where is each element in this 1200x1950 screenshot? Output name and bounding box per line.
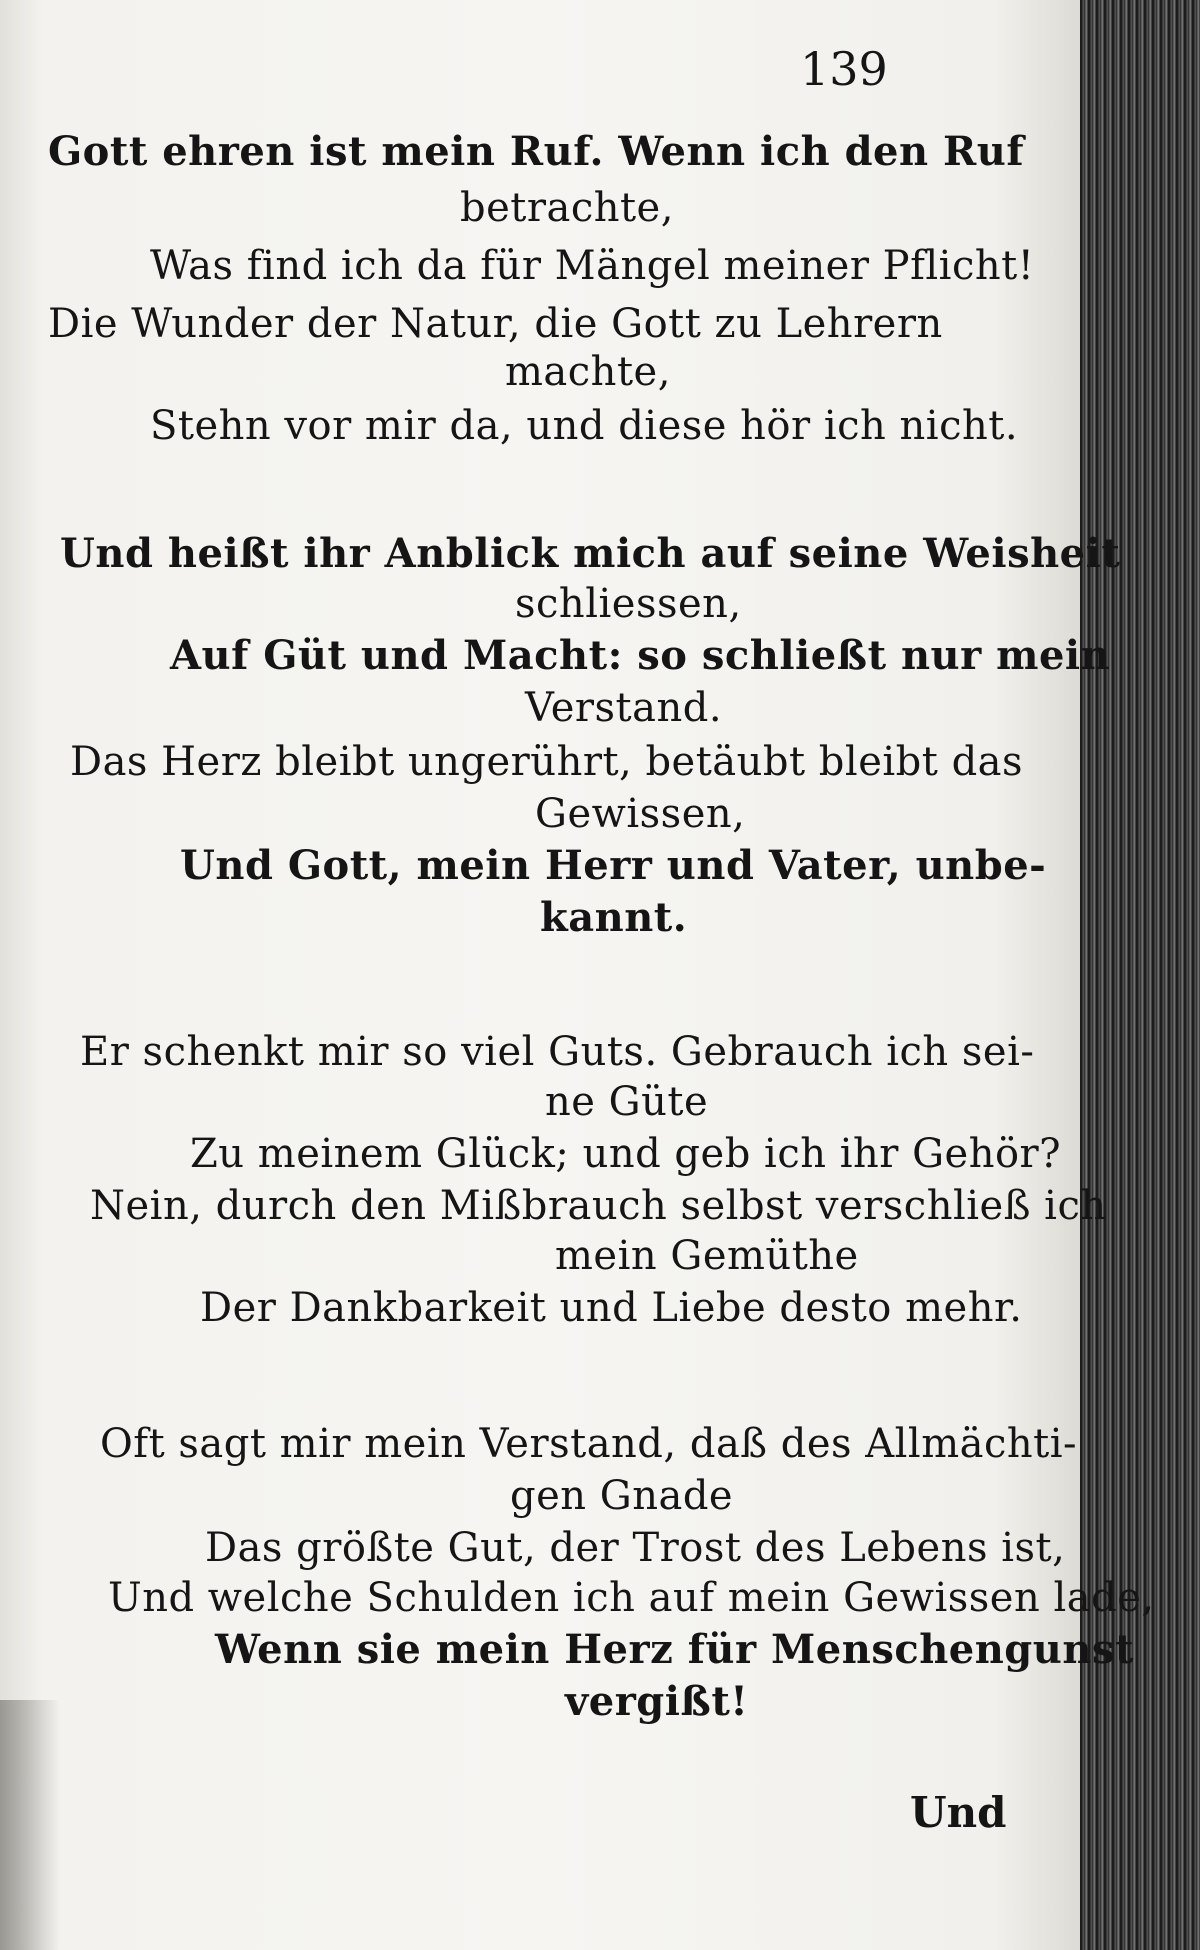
- poem-line: Oft sagt mir mein Verstand, daß des Allmächti-: [100, 1421, 1078, 1467]
- poem-line: Gott ehren ist mein Ruf. Wenn ich den Ruf: [48, 128, 1025, 175]
- poem-line: gen Gnade: [510, 1473, 734, 1519]
- poem-line: vergißt!: [565, 1678, 749, 1725]
- catchword: Und: [910, 1788, 1007, 1837]
- poem-line: Nein, durch den Mißbrauch selbst verschließ ich: [90, 1183, 1107, 1229]
- poem-line: Und Gott, mein Herr und Vater, unbe-: [180, 842, 1047, 889]
- poem-line: Er schenkt mir so viel Guts. Gebrauch ich sei-: [80, 1029, 1035, 1075]
- page-number: 139: [800, 42, 888, 96]
- poem-line: Der Dankbarkeit und Liebe desto mehr.: [200, 1285, 1023, 1331]
- poem-line: Gewissen,: [535, 791, 746, 837]
- poem-line: Zu meinem Glück; und geb ich ihr Gehör?: [190, 1131, 1062, 1177]
- poem-line: Verstand.: [525, 685, 723, 731]
- poem-line: Das größte Gut, der Trost des Lebens ist,: [205, 1525, 1066, 1571]
- poem-line: Und welche Schulden ich auf mein Gewissen lade,: [108, 1575, 1155, 1621]
- poem-line: schliessen,: [515, 581, 742, 627]
- poem-line: mein Gemüthe: [555, 1233, 859, 1279]
- poem-line: Wenn sie mein Herz für Menschengunst: [215, 1626, 1134, 1673]
- poem-line: betrachte,: [460, 185, 674, 231]
- poem-line: ne Güte: [545, 1079, 709, 1125]
- poem-line: Die Wunder der Natur, die Gott zu Lehrern: [48, 301, 943, 347]
- poem-line: Was find ich da für Mängel meiner Pflicht!: [150, 243, 1035, 289]
- poem-line: Das Herz bleibt ungerührt, betäubt bleibt das: [70, 739, 1024, 785]
- page-edge-shadow: [0, 1700, 60, 1950]
- poem-line: machte,: [505, 349, 671, 395]
- poem-line: Stehn vor mir da, und diese hör ich nicht.: [150, 403, 1019, 449]
- poem-line: Auf Güt und Macht: so schließt nur mein: [170, 632, 1111, 679]
- poem-line: kannt.: [540, 894, 688, 941]
- poem-line: Und heißt ihr Anblick mich auf seine Weisheit: [60, 530, 1121, 577]
